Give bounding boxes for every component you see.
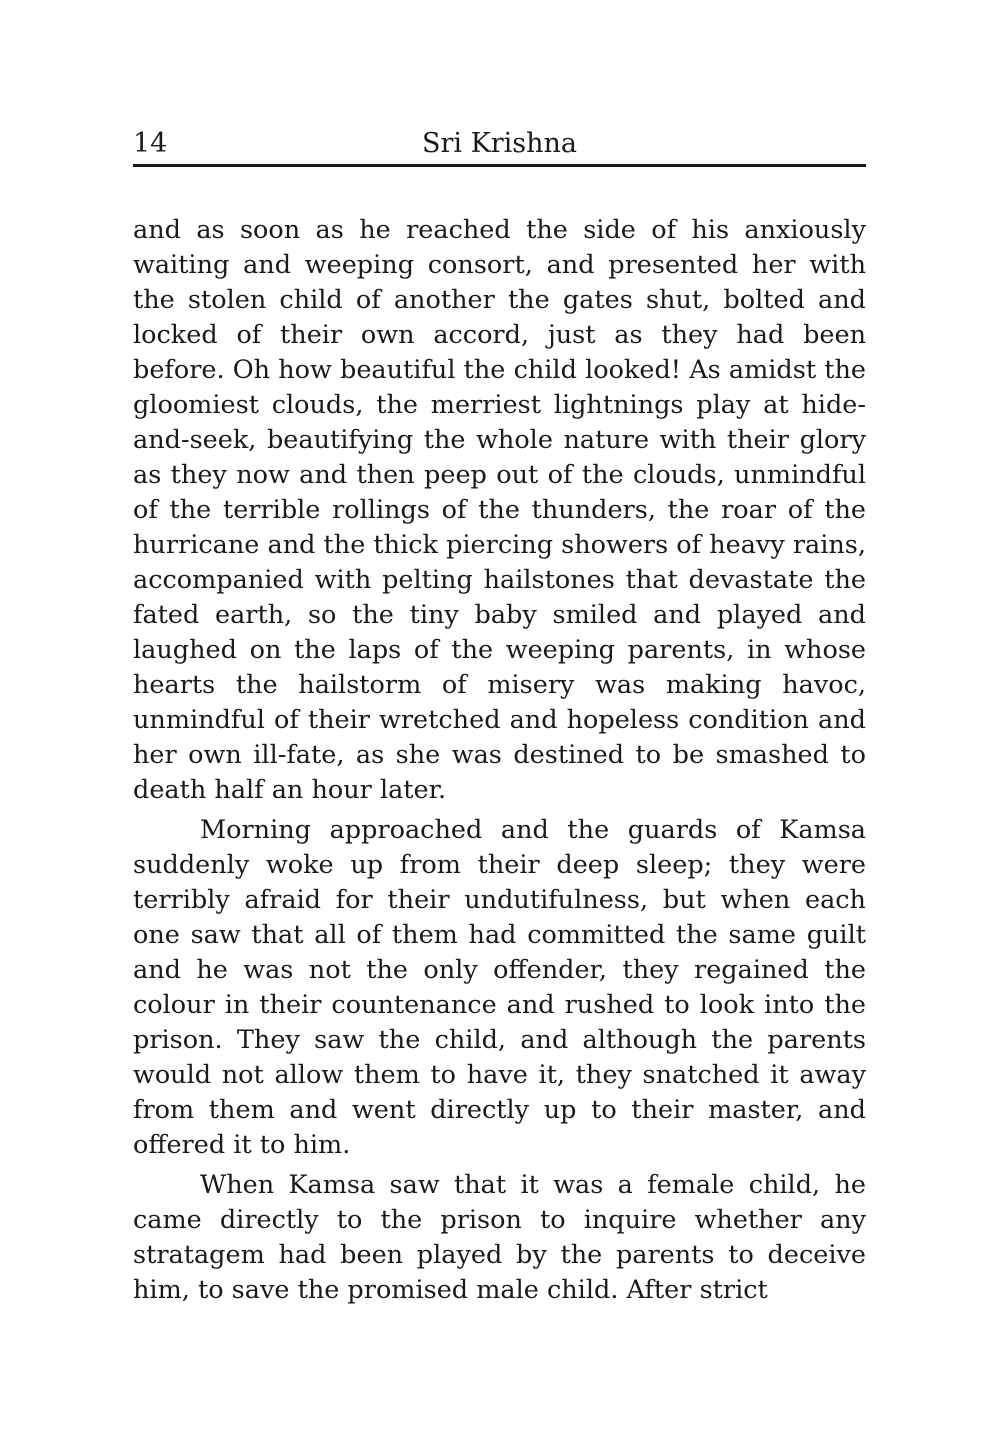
running-title: Sri Krishna	[421, 128, 578, 159]
paragraph-kamsa: When Kamsa saw that it was a female child, he came directly to the prison to inquire whether any stratagem had been played by the parents to deceive him, to save the promised male child. After strict	[133, 1170, 866, 1305]
paragraph-continued: and as soon as he reached the side of his anxiously waiting and weeping consort, and presented her with the stolen child of another the gates shut, bolted and locked of their own accord, just as they had been before. Oh how beautiful the child looked! As amidst the gloomiest clouds, the merriest lightnings play at hide-and-seek, beautifying the whole nature with their glory as they now and then peep out of the clouds, unmindful of the terrible rollings of the thunders, the roar of the hurricane and the thick piercing showers of heavy rains, accompanied with pelting hailstones that devastate the fated earth, so the tiny baby smiled and played and laughed on the laps of the weeping parents, in whose hearts the hailstorm of misery was making havoc, unmindful of their wretched and hopeless condition and her own ill-fate, as she was destined to be smashed to death half an hour later.	[133, 215, 866, 805]
paragraph-morning: Morning approached and the guards of Kamsa suddenly woke up from their deep sleep; they were terribly afraid for their undutifulness, but when each one saw that all of them had committed the same guilt and he was not the only offender, they regained the colour in their countenance and rushed to look into the prison. They saw the child, and although the parents would not allow them to have it, they snatched it away from them and went directly up to their master, and offered it to him.	[133, 815, 866, 1160]
page-number: 14	[133, 128, 168, 159]
body-text	[133, 213, 866, 1313]
running-head	[133, 126, 866, 167]
